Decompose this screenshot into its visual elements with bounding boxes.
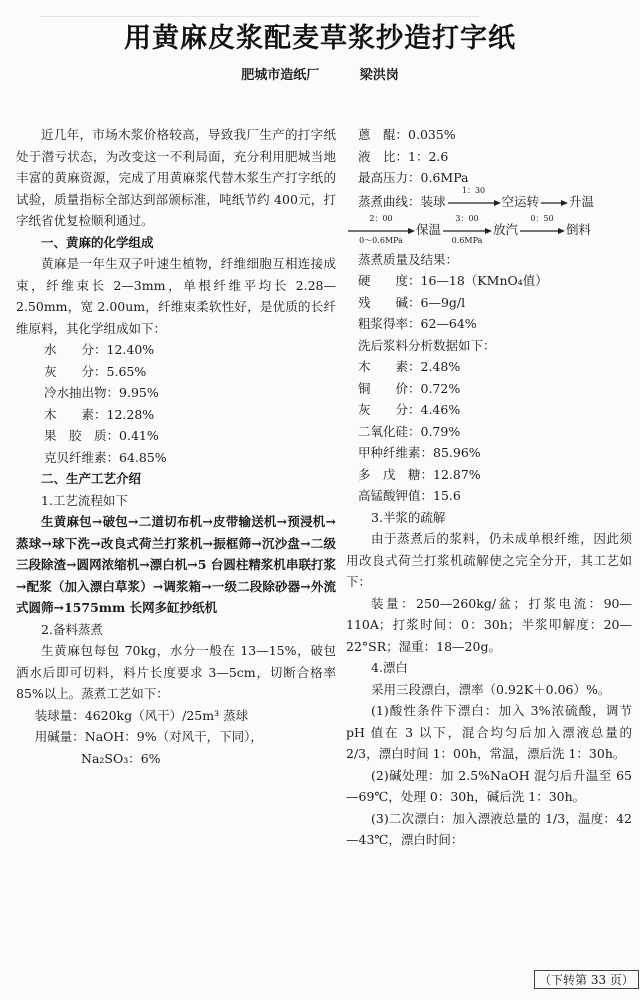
chem-row	[44, 425, 336, 447]
arrow-right-icon	[539, 199, 569, 207]
chem-value: 9.95%	[119, 385, 159, 400]
sulfite-line: Na₂SO₃：6%	[81, 750, 161, 766]
wash-row: 多 戊 糖：12.87%	[358, 466, 481, 482]
chem-value: 64.85%	[119, 449, 167, 465]
cooking-curve-line-1	[358, 186, 595, 213]
intro-paragraph: 近几年，市场木浆价格较高，导致我厂生产的打字纸处于潜亏状态，为改变这一不利局面，充分利用肥城当地丰富的黄麻资源，完成了用黄麻浆代替木浆生产打字纸的试验，质量指标全部达到部颁标准，吨纸节约 400元，打字纸省优复检顺利通过。	[16, 127, 336, 228]
chem-name: 水	[44, 342, 82, 357]
left-column	[16, 124, 336, 769]
wash-analysis-list	[346, 356, 632, 507]
arrow-sublabel: 0～0.6MPa	[359, 236, 403, 245]
wash-row: 木 素：2.48%	[358, 359, 461, 374]
wash-row: 甲种纤维素：85.96%	[358, 445, 481, 460]
cooking-curve-label: 蒸煮曲线：装球	[358, 193, 446, 209]
chem-row	[44, 361, 336, 383]
chem-name: 果 胶	[44, 428, 95, 443]
alkali-line: 用碱量：NaOH：9%（对风干，下同），	[34, 729, 263, 744]
curve-stage: 保温	[416, 221, 442, 237]
wash-heading: 洗后浆料分析数据如下：	[358, 337, 496, 353]
cooking-params	[346, 124, 632, 189]
curve-arrow	[446, 186, 502, 209]
arrow-label: 1：30	[461, 186, 486, 195]
param-value: 1：2.6	[408, 148, 449, 164]
subsection-3-paragraph: 由于蒸煮后的浆料，仍未成单根纤维，因此须用改良式荷兰打浆机疏解使之完全分开，其工艺如下：	[346, 531, 632, 589]
curve-arrow	[539, 195, 569, 209]
chem-row	[44, 404, 336, 426]
quality-row: 粗浆得率：62—64%	[358, 316, 477, 331]
quality-row: 硬 度：16—18（KMnO₄值）	[358, 273, 548, 288]
process-flow: 生黄麻包→破包→二道切布机→皮带输送机→预浸机→蒸球→球下洗→改良式荷兰打浆机→振框筛→沉沙盘→二级三段除渣→圆网浓缩机→漂白机→5 台圆柱精浆机串联打浆→配浆（加入漂白草浆）→调浆箱→一级二段除砂器→外流式圆筛→1575mm 长网多缸抄纸机	[16, 514, 336, 615]
subsection-3-heading: 3.半浆的疏解	[371, 509, 446, 525]
param-value: 0.035%	[408, 127, 456, 142]
chem-value: 分：5.65%	[81, 363, 147, 379]
load-line: 装球量：4620kg（风干）/25m³ 蒸球	[34, 707, 249, 723]
article-title: 用黄麻皮浆配麦草浆抄造打字纸	[124, 23, 516, 54]
right-column	[346, 124, 632, 851]
chem-name: 冷水抽出物：	[44, 385, 120, 400]
arrow-label: 3：00	[455, 214, 479, 223]
curve-arrow	[346, 214, 416, 245]
arrow-right-icon	[441, 227, 493, 235]
byline	[0, 64, 640, 83]
wash-row: 铜 价：0.72%	[358, 380, 461, 396]
byline-author: 梁洪岗	[359, 68, 399, 83]
curve-stage: 放汽	[493, 221, 519, 237]
wash-row: 二氧化硅：0.79%	[358, 423, 461, 439]
subsection-4-paragraph: 采用三段漂白，漂率（0.92K＋0.06）%。	[371, 681, 611, 697]
byline-org: 肥城市造纸厂	[241, 68, 320, 83]
cooking-curve	[346, 186, 632, 249]
chem-row	[44, 339, 336, 361]
param-name: 最高压力：	[358, 170, 421, 185]
param-name: 液 比：	[358, 148, 409, 164]
chem-row	[44, 382, 336, 404]
curve-arrow	[441, 214, 493, 245]
arrow-right-icon	[446, 199, 502, 207]
section-1-paragraph: 黄麻是一年生双子叶速生植物，纤维细胞互相连接成束，纤维束长 2—3mm，单根纤维平均长 2.28—2.50mm，宽 2.00um，纤维束柔软性好，是优质的长纤维原料，其化学组成如下：	[16, 256, 336, 336]
bleach-step-2: (2)碱处理：加 2.5%NaOH 混匀后升温至 65—69℃，处理 0：30h，碱后洗 1：30h。	[346, 767, 632, 804]
curve-stage: 升温	[569, 193, 595, 209]
continued-note: （下转第 33 页）	[534, 970, 639, 989]
chem-name: 克贝纤维素：	[44, 449, 120, 465]
section-2-heading: 二、生产工艺介绍	[41, 471, 142, 486]
chem-row	[44, 447, 336, 469]
quality-heading: 蒸煮质量及结果：	[358, 251, 459, 267]
quality-row: 残 碱：6—9g/l	[358, 294, 466, 310]
top-scan-edge	[40, 2, 480, 17]
bleach-step-3: (3)二次漂白：加入漂液总量的 1/3，温度：42—43℃，漂白时间：	[346, 810, 632, 847]
arrow-label: 2：00	[369, 214, 393, 223]
quality-list	[346, 270, 632, 335]
curve-stage: 倒料	[566, 221, 592, 237]
subsection-3-params: 装量：250—260kg/盆；打浆电流：90—110A；打浆时间：0：30h；半浆叩解度：20—22°SR；湿重：18—20g。	[346, 595, 632, 654]
bleach-step-1: (1)酸性条件下漂白：加入 3%浓硫酸，调节 pH 值在 3 以下，混合均匀后加入漂液总量的 2/3，漂白时间 1：00h，常温，漂后洗 1：30h。	[346, 703, 632, 761]
chem-composition-list	[16, 339, 336, 468]
chem-name: 灰	[44, 363, 82, 379]
chem-value: 质：0.41%	[94, 428, 159, 443]
arrow-label: 0：50	[530, 214, 554, 223]
param-row	[358, 146, 632, 168]
chem-value: 素：12.28%	[81, 406, 155, 422]
cooking-curve-line-2	[346, 214, 592, 245]
curve-arrow	[518, 214, 566, 237]
prep-paragraph: 生黄麻包每包 70kg，水分一般在 13—15%，破包洒水后即可切料，料片长度要求 3—5cm，切断合格率 85%以上。蒸煮工艺如下：	[16, 643, 336, 701]
arrow-right-icon	[518, 227, 566, 235]
param-name: 蒽 醌：	[358, 127, 409, 142]
param-row	[358, 124, 632, 146]
wash-row: 高锰酸钾值：15.6	[358, 488, 461, 503]
subsection-2-heading: 2.备料蒸煮	[41, 621, 103, 637]
arrow-right-icon	[346, 227, 416, 235]
param-value: 0.6MPa	[420, 170, 469, 185]
curve-stage: 空运转	[501, 193, 540, 209]
section-1-heading: 一、黄麻的化学组成	[41, 234, 154, 250]
subsection-1-heading: 1.工艺流程如下	[41, 492, 128, 508]
wash-row: 灰 分：4.46%	[358, 402, 461, 417]
arrow-sublabel: 0.6MPa	[451, 236, 483, 245]
chem-value: 分：12.40%	[81, 342, 155, 357]
subsection-4-heading: 4.漂白	[371, 660, 408, 675]
chem-name: 木	[44, 406, 82, 422]
